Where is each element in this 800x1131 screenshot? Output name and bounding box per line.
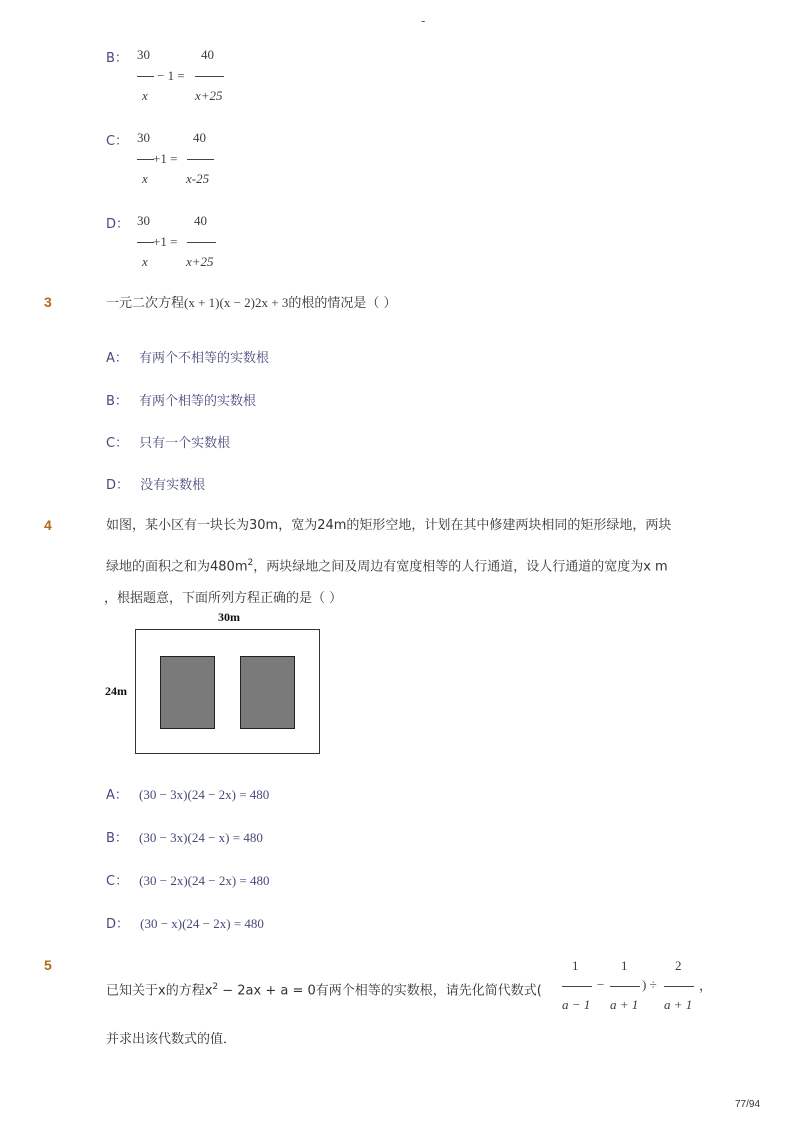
option-equation: (30 − 3x)(24 − 2x) = 480 [139, 787, 270, 802]
fraction-numerator: 30 [137, 47, 150, 62]
fraction-bar [195, 76, 224, 77]
question-stem-line-2 [106, 553, 668, 577]
option-c[interactable] [106, 432, 230, 451]
stem-prefix: 一元二次方程 [106, 296, 185, 311]
stem-equation: (x + 1)(x − 2)2x + 3 [184, 295, 289, 310]
superscript: 2 [212, 982, 219, 992]
question-number: 3 [44, 294, 52, 310]
fraction-denominator: x+25 [186, 254, 214, 269]
option-label: A： [106, 351, 128, 366]
fraction-numerator: 1 [621, 958, 628, 973]
fraction-numerator: 40 [193, 130, 206, 145]
stem-suffix: 的根的情况是（ ） [288, 296, 397, 311]
fraction-denominator: x [142, 88, 148, 103]
option-text: 有两个不相等的实数根 [139, 351, 270, 366]
question-number: 5 [44, 957, 52, 973]
fraction-numerator: 1 [572, 958, 579, 973]
fraction-numerator: 30 [137, 130, 150, 145]
option-label: D： [106, 217, 130, 232]
stem-text: 绿地的面积之和为480m [106, 559, 248, 575]
option-label: B： [106, 51, 128, 66]
option-b[interactable] [106, 390, 256, 409]
stem-text: 已知关于x的方程x [106, 983, 213, 999]
fraction-numerator: 40 [194, 213, 207, 228]
option-text: 只有一个实数根 [139, 436, 231, 451]
equation-middle: +1 = [153, 151, 178, 166]
question-stem-line-2: 并求出该代数式的值． [106, 1032, 237, 1047]
fraction-denominator: x [142, 254, 148, 269]
option-label: C： [106, 436, 129, 451]
fraction-bar [137, 159, 154, 160]
fraction-denominator: x [142, 171, 148, 186]
question-stem-line-3: ，根据题意，下面所列方程正确的是（ ） [104, 591, 343, 606]
operator: ) ÷ [642, 977, 657, 992]
option-label: C： [106, 134, 129, 149]
equation-middle: +1 = [153, 234, 178, 249]
fraction-denominator: x-25 [186, 171, 210, 186]
option-equation: (30 − 2x)(24 − 2x) = 480 [139, 873, 270, 888]
stem-text: ，两块绿地之间及周边有宽度相等的人行通道，设人行通道的宽度为x m [253, 559, 668, 575]
fraction-denominator: a − 1 [562, 997, 591, 1012]
fraction-denominator: a + 1 [610, 997, 639, 1012]
fraction-denominator: a + 1 [664, 997, 693, 1012]
option-text: 没有实数根 [140, 478, 206, 493]
fraction-numerator: 30 [137, 213, 150, 228]
operator: − [597, 977, 605, 992]
option-label: D： [106, 917, 130, 932]
fraction-bar [137, 242, 154, 243]
option-label: A： [106, 788, 128, 803]
option-equation: (30 − 3x)(24 − x) = 480 [139, 830, 263, 845]
fraction-bar [187, 242, 216, 243]
option-d[interactable] [106, 474, 205, 493]
option-b[interactable] [106, 827, 263, 846]
fraction-bar [137, 76, 154, 77]
option-c[interactable] [106, 870, 269, 889]
page-indicator: 77/94 [735, 1099, 761, 1110]
question-stem [106, 293, 396, 314]
height-label: 24m [105, 684, 127, 698]
fraction-denominator: x+25 [195, 88, 223, 103]
fraction-bar [610, 986, 640, 987]
option-text: 有两个相等的实数根 [139, 394, 257, 409]
option-label: C： [106, 874, 129, 889]
fraction-numerator: 40 [201, 47, 214, 62]
fraction-bar [664, 986, 694, 987]
width-label: 30m [218, 610, 240, 624]
header-mark: - [421, 14, 426, 28]
fraction-bar [187, 159, 214, 160]
question-number: 4 [44, 517, 52, 533]
question-stem [106, 977, 542, 1001]
option-d[interactable] [106, 913, 264, 932]
equation-middle: − 1 = [157, 68, 185, 83]
question-stem-line-1: 如图，某小区有一块长为30m，宽为24m的矩形空地，计划在其中修建两块相同的矩形绿地，两块 [106, 518, 672, 533]
fraction-numerator: 2 [675, 958, 682, 973]
green-plot-left [160, 656, 215, 729]
fraction-bar [562, 986, 592, 987]
option-label: B： [106, 394, 128, 409]
option-label: B： [106, 831, 128, 846]
option-label: D： [106, 478, 130, 493]
green-plot-right [240, 656, 295, 729]
punctuation: ， [699, 979, 713, 994]
option-equation: (30 − x)(24 − 2x) = 480 [140, 916, 264, 931]
superscript: 2 [247, 558, 254, 568]
option-a[interactable] [106, 347, 269, 366]
option-a[interactable] [106, 784, 269, 803]
stem-text: − 2ax + a = 0有两个相等的实数根，请先化简代数式( [218, 983, 542, 999]
